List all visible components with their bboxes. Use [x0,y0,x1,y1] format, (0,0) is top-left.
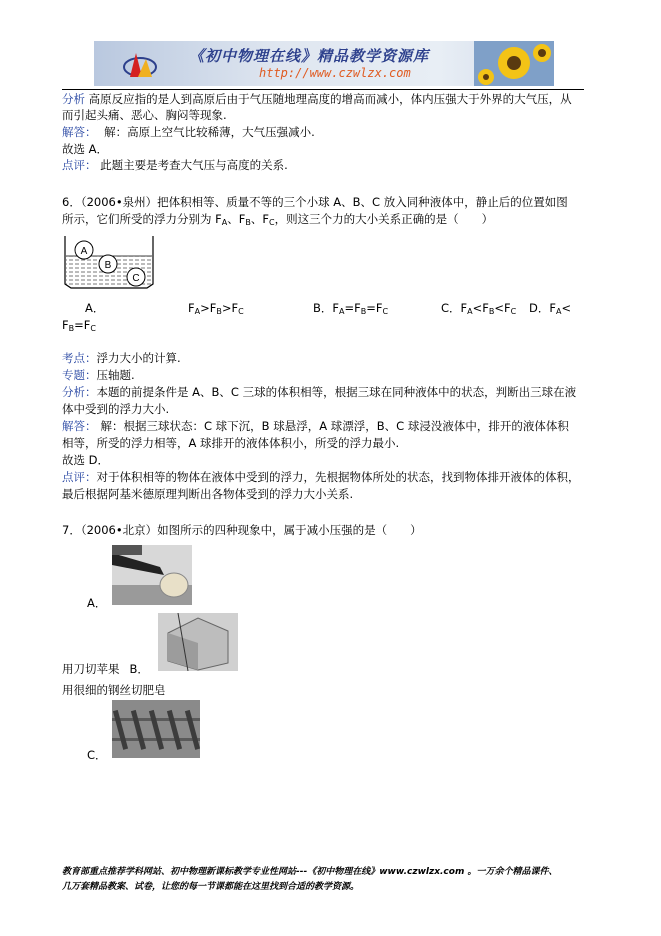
q6-option-a-label[interactable]: A． [85,301,105,315]
q5-analysis-line2: 而引起头痛、恶心、胸闷等现象. [62,108,227,122]
q5-answer-label: 解答： [62,125,97,139]
q6-comment-line2: 最后根据阿基米德原理判断出各物体受到的浮力大小关系. [62,487,354,501]
q6-option-a-expr[interactable] [188,300,244,320]
expr-sub: B [488,307,495,316]
q6-container-figure [63,234,155,290]
sunflower-image [474,41,554,86]
expr-sub: A [339,307,345,316]
q6-answer [62,418,569,434]
wire-soap-photo[interactable] [158,613,238,671]
q7-option-b-text: 用很细的钢丝切肥皂 [62,683,166,697]
expr-sub: A [467,307,473,316]
railway-track-photo[interactable] [112,700,200,758]
expr-part: F [188,301,195,315]
ball-a-label: A [80,246,88,257]
q6-analysis-line2: 体中受到的浮力大小. [62,402,170,416]
q6-sub-b: B [245,218,251,227]
q6-answer-text1: 解：根据三球状态：C 球下沉，B 球悬浮，A 球漂浮，B、C 球浸没液体中，排开的液体体积 [100,419,569,433]
q6-option-d-cont [62,317,96,337]
expr-part: C．F [441,301,468,315]
q6-stem-part: 、F [227,212,246,226]
q6-option-b[interactable] [313,300,388,320]
expr-sub: A [555,307,562,316]
q5-comment-text: 此题主要是考查大气压与高度的关系. [100,158,288,172]
expr-part: < [561,301,572,315]
q6-stem-part: 所示，它们所受的浮力分别为 F [62,212,222,226]
q7-option-a-label[interactable]: A． [87,596,107,610]
expr-part: =F [74,318,91,332]
q6-stem-line2 [62,211,493,231]
q7-option-b-label[interactable]: B． [129,662,149,676]
q6-kaodian [62,350,181,366]
q5-choose: 故选 A． [62,142,109,156]
q6-sub-c: C [269,218,275,227]
q6-answer-line2: 相等，所受的浮力相等，A 球排开的液体体积小，所受的浮力最小. [62,436,400,450]
expr-sub: C [382,307,389,316]
footer-line2: 几万套精品教案、试卷，让您的每一节课都能在这里找到合适的教学资源。 [62,882,360,892]
q5-comment-label: 点评： [62,158,97,172]
q6-kaodian-text: 浮力大小的计算. [96,351,181,365]
header-rule [62,89,584,90]
expr-sub: B [68,324,75,333]
q5-answer [62,124,315,140]
expr-sub: B [216,307,222,316]
expr-sub: C [238,307,244,316]
expr-sub: B [360,307,367,316]
q6-answer-label: 解答： [62,419,97,433]
footer-line1: 教育部重点推荐学科网站、初中物理新课标教学专业性网站---《初中物理在线》www.czwlzx.com 。一万余个精品课件、 [62,867,558,877]
q5-answer-text: 解：高原上空气比较稀薄，大气压强减小. [104,125,315,139]
q5-analysis-text1: 高原反应指的是人到高原后由于气压随地理高度的增高而减小，体内压强大于外界的大气压，从 [88,92,572,106]
q6-choose: 故选 D． [62,453,110,467]
q6-analysis-label: 分析： [62,385,97,399]
q7-a-text: 用刀切苹果 [62,662,120,676]
banner-title: 《初中物理在线》精品教学资源库 [189,47,430,65]
q6-comment-text1: 对于体积相等的物体在液体中受到的浮力，先根据物体所处的状态，找到物体排开液体的体积， [96,470,580,484]
ball-c-label: C [132,273,140,284]
expr-sub: A [194,307,201,316]
q6-option-c[interactable] [441,300,516,320]
q5-comment [62,157,288,173]
expr-sub: C [510,307,517,316]
q6-zhuanti-label: 专题： [62,368,97,382]
expr-part: =F [366,301,383,315]
q7-option-c-label[interactable]: C． [87,748,107,762]
q6-stem-part: ，则这三个力的大小关系正确的是（ ） [274,212,494,226]
q6-zhuanti [62,367,135,383]
expr-part: =F [344,301,361,315]
q6-zhuanti-text: 压轴题. [96,368,135,382]
expr-sub: C [90,324,96,333]
q6-option-d[interactable] [529,300,571,320]
ball-b-label: B [104,260,112,271]
q7-option-a-text [62,661,149,677]
knife-apple-photo[interactable] [112,545,192,605]
q6-analysis-text1: 本题的前提条件是 A、B、C 三球的体积相等，根据三球在同种液体中的状态，判断出三球在液 [96,385,577,399]
expr-part: D．F [529,301,556,315]
expr-part: B．F [313,301,340,315]
expr-part: >F [221,301,239,315]
q6-sub-a: A [221,218,228,227]
site-logo-icon [122,47,158,81]
expr-part: <F [472,301,489,315]
q6-comment [62,469,580,485]
q6-comment-label: 点评： [62,470,97,484]
header-banner [94,41,554,86]
expr-part: <F [494,301,511,315]
q5-analysis-line1 [62,91,572,107]
q5-analysis-label: 分析 [62,92,85,106]
q7-stem: 7．（2006•北京）如图所示的四种现象中，属于减小压强的是（ ） [62,523,422,537]
q6-kaodian-label: 考点： [62,351,97,365]
q6-stem-line1: 6．（2006•泉州）把体积相等、质量不等的三个小球 A、B、C 放入同种液体中，静止后的位置如图 [62,195,568,209]
q6-stem-part: 、F [250,212,270,226]
expr-part: F [62,318,69,332]
banner-url[interactable]: http://www.czwlzx.com [259,66,411,80]
expr-part: >F [200,301,217,315]
q6-analysis [62,384,576,400]
